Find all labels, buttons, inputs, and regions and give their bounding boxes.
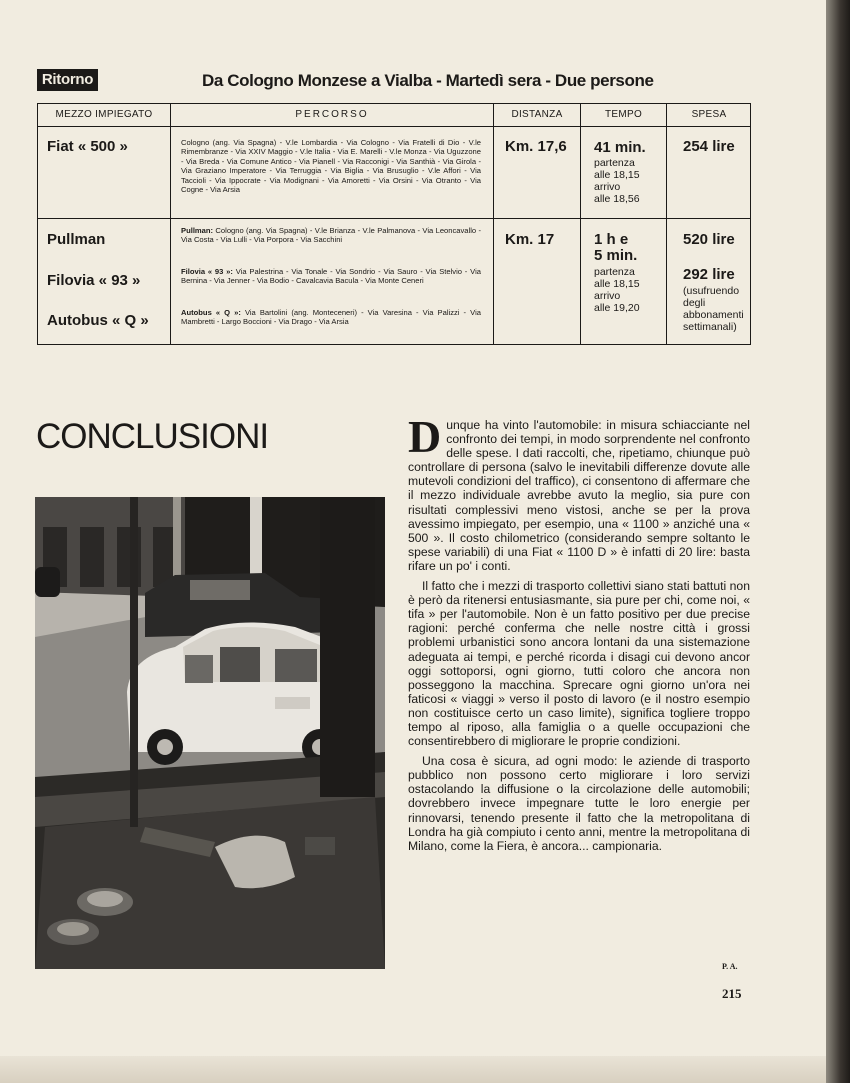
mezzo-filovia: Filovia « 93 »	[47, 272, 141, 289]
page-binding-shadow	[826, 0, 850, 1083]
article-paragraph-2: Il fatto che i mezzi di trasporto collettivi siano stati battuti non è però da ritenersi entusiasmante, sia pure per chi, come noi, « tifa » per l'automobile. Non è un fatto positivo per due precise ragioni: perché conferma che nelle nostre città i grossi problemi urbanistici sono ancora lontani da una sistemazione adeguata ai tempi, e perché ricorda i disagi cui devono ancor oggi sottoporsi, ogni giorno, tutti coloro che ancora non posseggono la macchina. Sprecare ogni giorno un'ora nei faticosi « viaggi » verso il posto di lavoro (e il nostro esempio non costituisce certo un caso limite), significa togliere troppo tempo al riposo, alla famiglia o a quelle occupazioni che consentirebbero di migliorare le proprie condizioni.	[408, 579, 750, 749]
tempo-pubblico: 1 h e 5 min.	[594, 231, 638, 264]
col-header-spesa: SPESA	[691, 109, 727, 120]
article-paragraph-3: Una cosa è sicura, ad ogni modo: le aziende di trasporto pubblico non possono certo migliorare i loro servizi ostacolando la diffusione o la circolazione delle automobili; dovrebbero invece impegnare tutte le loro energie per rinnovarsi, tenendo presente il fatto che la metropolitana di Londra ha già compiuto i cento anni, mentre la metropolitana di Milano, come la Fiera, è ancora... campionaria.	[408, 754, 750, 853]
percorso-fiat: Cologno (ang. Via Spagna) - V.le Lombardia - Via Cologno - Via Fratelli di Dio - V.le Rimembranze - Via XXIV Maggio - V.le Italia - Via E. Marelli - V.le Monza - Via Uguzzone - Via Breda - Via Comune Antico - Via Pianell - Via Racconigi - Via Santhià - Via Girola - Via Graziano Imperatore - Via Terruggia - Via Biglia - Via Brusuglio - V.le Affori - Via Taccioli - Via Ippocrate - Via Modignani - Via Amoretti - Via Orsini - Via Otranto - Via Cogne - Via Arsia	[181, 138, 481, 195]
section-heading: CONCLUSIONI	[36, 417, 269, 456]
spesa-abbonamento: 292 lire	[683, 266, 735, 283]
col-header-percorso: PERCORSO	[295, 109, 369, 120]
drop-cap: D	[408, 411, 442, 462]
section-label: Ritorno	[37, 69, 98, 91]
mezzo-fiat: Fiat « 500 »	[47, 138, 128, 155]
comparison-table	[37, 103, 751, 345]
tempo-note-fiat: partenza alle 18,15 arrivo alle 18,56	[594, 157, 640, 205]
tempo-fiat: 41 min.	[594, 139, 646, 156]
car-photo	[35, 497, 385, 969]
tempo-note-pubblico: partenza alle 18,15 arrivo alle 19,20	[594, 266, 640, 314]
table-title: Da Cologno Monzese a Vialba - Martedì sera - Due persone	[202, 71, 654, 90]
distanza-pubblico: Km. 17	[505, 231, 555, 248]
mezzo-autobus: Autobus « Q »	[47, 312, 149, 329]
page-number: 215	[722, 986, 742, 1001]
article-paragraph-1: Dunque ha vinto l'automobile: in misura schiacciante nel confronto dei tempi, in modo sorprendente nel confronto delle spese. I dati raccolti, che, ripetiamo, chiunque può controllare di persona (salvo le inevitabili differenze dovute alle mutevoli condizioni del traffico), ci consentono di affermare che il mezzo individuale avrebbe avuto la meglio, sia pure con risultati complessivi meno vistosi, anche se per la prova avessimo impiegato, per esempio, una « 1100 » anziché una « 500 ». Il costo chilometrico (considerando sempre soltanto le spese variabili) di una Fiat « 1100 D » è infatti di 20 lire: basta rifare un po' i conti.	[408, 411, 750, 573]
percorso-autobus: Autobus « Q »: Via Bartolini (ang. Monteceneri) - Via Varesina - Via Palizzi - Via Mambretti - Largo Boccioni - Via Drago - Via Arsia	[181, 308, 481, 327]
percorso-filovia: Filovia « 93 »: Via Palestrina - Via Tonale - Via Sondrio - Via Sauro - Via Stelvio - Via Bernina - Via Jenner - Via Bodio - Cavalcavia Bacula - Via Monte Ceneri	[181, 267, 482, 286]
spesa-fiat: 254 lire	[683, 138, 735, 155]
col-header-mezzo: MEZZO IMPIEGATO	[55, 109, 153, 120]
col-header-tempo: TEMPO	[604, 109, 643, 120]
author-initials: P. A.	[722, 962, 738, 971]
mezzo-pullman: Pullman	[47, 231, 106, 248]
spesa-abbonamento-note: (usufruendo degli abbonamenti settimanali)	[683, 285, 744, 333]
spesa-pubblico: 520 lire	[683, 231, 735, 248]
distanza-fiat: Km. 17,6	[505, 138, 567, 155]
article-body	[408, 411, 750, 859]
percorso-pullman: Pullman: Cologno (ang. Via Spagna) - V.le Brianza - V.le Palmanova - Via Leoncavallo - Via Costa - Via Lulli - Via Porpora - Via Sacchini	[181, 226, 481, 245]
col-header-distanza: DISTANZA	[511, 109, 563, 120]
page-bottom-edge	[0, 1056, 826, 1083]
